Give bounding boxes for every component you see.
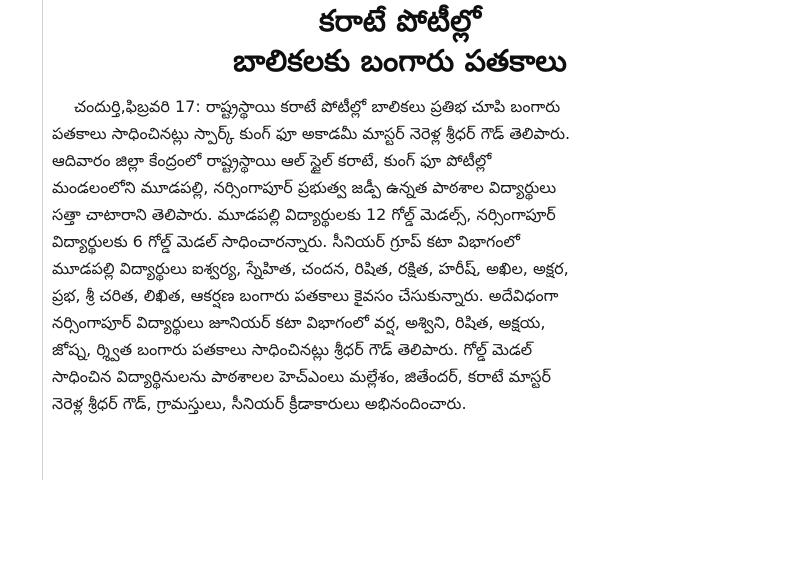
body-line-9: నర్సింగాపూర్ విద్యార్థులు జూనియర్ కటా విభాగంలో వర్ష, అశ్విని, రిషిత, అక్షయ, bbox=[52, 313, 546, 332]
body-line-11: సాధించిన విద్యార్థినులను పాఠశాలల హెచ్ఎంలు మల్లేశం, జితేందర్, కరాటే మాస్టర్ bbox=[52, 367, 551, 386]
body-line-5: సత్తా చాటారాని తెలిపారు. మూడపల్లి విద్యార్థులకు 12 గోల్డ్ మెడల్స్, నర్సింగాపూర్ bbox=[52, 205, 556, 224]
body-line-12: నెరెళ్ల శ్రీధర్ గౌడ్, గ్రామస్తులు, సీనియర్ క్రీడాకారులు అభినందించారు. bbox=[52, 394, 467, 413]
body-line-3: ఆదివారం జిల్లా కేంద్రంలో రాష్ట్రస్థాయి ఆల్ స్టైల్ కరాటే, కుంగ్ ఫూ పోటీల్లో bbox=[52, 151, 492, 170]
body-line-1: చందుర్తి,ఫిబ్రవరి 17: రాష్ట్రస్థాయి కరాటే పోటీల్లో బాలికలు ప్రతిభ చూపి బంగారు bbox=[74, 97, 561, 116]
body-line-6: విద్యార్థులకు 6 గోల్డ్ మెడల్ సాధించారన్నారు. సీనియర్ గ్రూప్ కటా విభాగంలో bbox=[52, 232, 520, 251]
headline-line-1: కరాటే పోటీల్లో bbox=[319, 4, 481, 39]
headline-line-2: బాలికలకు బంగారు పతకాలు bbox=[233, 44, 567, 79]
body-line-8: ప్రభ, శ్రీ చరిత, లిఖిత, ఆకర్షణ బంగారు పతకాలు కైవసం చేసుకున్నారు. అదేవిధంగా bbox=[52, 286, 559, 305]
body-line-2: పతకాలు సాధించినట్లు స్పార్క్ కుంగ్ ఫూ అకాడమీ మాస్టర్ నెరెళ్ల శ్రీధర్ గౌడ్ తెలిపారు. bbox=[52, 124, 571, 143]
body-line-10: జోష్న, ర్శ్విత బంగారు పతకాలు సాధించినట్లు శ్రీధర్ గౌడ్ తెలిపారు. గోల్డ్ మెడల్ bbox=[52, 340, 533, 359]
body-line-7: మూడపల్లి విద్యార్థులు ఐశ్వర్య, స్నేహిత, చందన, రిషిత, రక్షిత, హరీష్, అఖిల, అక్షర, bbox=[52, 259, 569, 278]
body-line-4: మండలంలోని మూడపల్లి, నర్సింగాపూర్ ప్రభుత్వ జడ్పీ ఉన్నత పాఠశాల విద్యార్థులు bbox=[52, 178, 557, 197]
article-body bbox=[52, 93, 752, 417]
